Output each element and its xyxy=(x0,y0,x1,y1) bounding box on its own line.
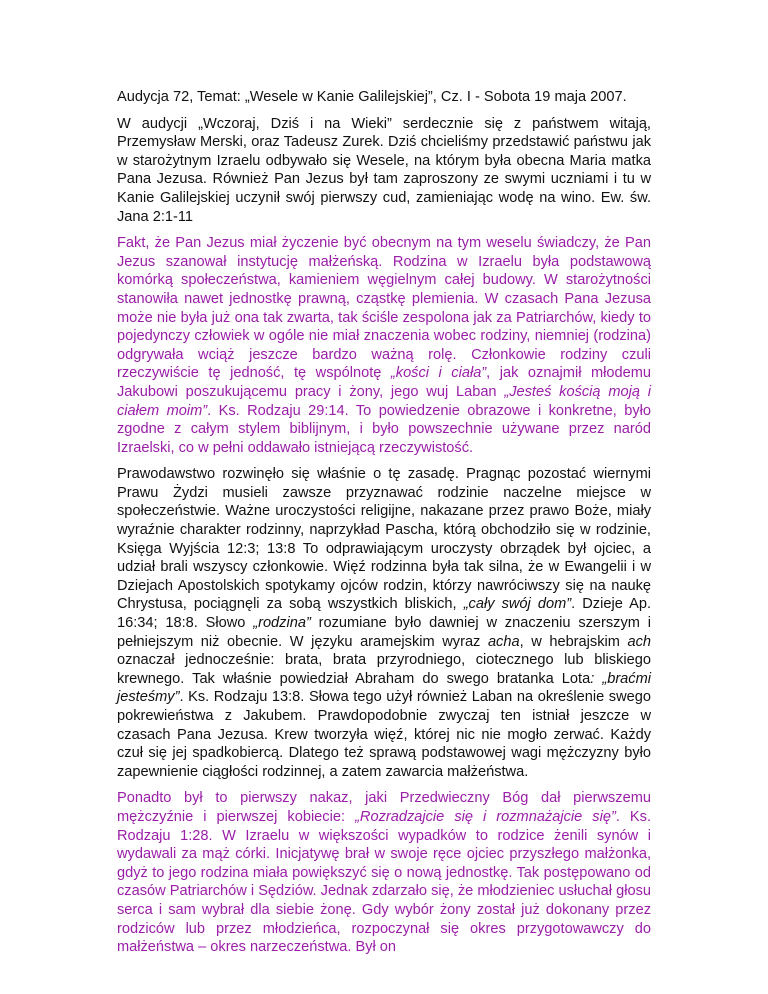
italic-quote: „Rozradzajcie się i rozmnażajcie się” xyxy=(355,808,616,825)
italic-quote: „rodzina” xyxy=(253,615,311,632)
text-run: , jak oznajmił młodemu Jakubowi poszukującemu pracy i żony, jego wuj Laban xyxy=(117,365,651,400)
law-paragraph xyxy=(117,465,651,781)
italic-word: ach xyxy=(627,633,651,650)
intro-paragraph: W audycji „Wczoraj, Dziś i na Wieki” serdecznie się z państwem witają, Przemysław Merski, oraz Tadeusz Zurek. Dziś chcieliśmy przedstawić państwu jak w starożytnym Izraelu odbywało się Wesele, na którym była obecna Maria matka Pana Jezusa. Również Pan Jezus był tam zaproszony ze swymi uczniami i tu w Kanie Galilejskiej uczynił swój pierwszy cud, zamieniając wodę na wino. Ew. św. Jana 2:1-11 xyxy=(117,115,651,225)
text-run: . Ks. Rodzaju 1:28. W Izraelu w większości wypadków to rodzice żenili synów i wydawali za mąż córki. Inicjatywę brał w swoje ręce ojciec przyszłego małżonka, gdyż to jego rodzina miała powiększyć się o nową jednostkę. Tak postępowano od czasów Patriarchów i Sędziów. Jednak zdarzało się, że młodzieniec usłuchał głosu serca i sam wybrał dla siebie żonę. Gdy wybór żony został już dokonany przez rodziców lub przez młodzieńca, rozpoczynał się okres przygotowawczy do małżeństwa – okres narzeczeństwa. Był on xyxy=(117,808,652,956)
document-page xyxy=(117,88,651,965)
text-run: Fakt, że Pan Jezus miał życzenie być obecnym na tym weselu świadczy, że Pan Jezus szanował instytucję małżeńską. Rodzina w Izraelu była podstawową komórką społeczeństwa, kamieniem węgielnym całej budowy. W starożytności stanowiła nawet jednostkę prawną, cząstkę plemienia. W czasach Pana Jezusa może nie była już ona tak zwarta, tak ściśle zespolona jak za Patriarchów, kiedy to pojedynczy człowiek w ogóle nie miał znaczenia wobec rodziny, niemniej (rodzina) odgrywała wciąż jeszcze bardzo ważną rolę. Członkowie rodziny czuli rzeczywiście tę jedność, tę wspólnotę xyxy=(117,235,651,382)
italic-quote: : „braćmi jesteśmy” xyxy=(117,670,651,706)
text-run: rozumiane było dawniej w znaczeniu szerszym i pełniejszym niż obecnie. W języku aramejskim wyraz xyxy=(117,615,651,650)
italic-quote: „kości i ciała” xyxy=(390,365,487,382)
family-paragraph xyxy=(117,234,651,457)
text-run: . Ks. Rodzaju 29:14. To powiedzenie obrazowe i konkretne, było zgodne z całym stylem biblijnym, i było powszechnie używane przez naród Izraelski, co w pełni oddawało istniejącą rzeczywistość. xyxy=(117,402,651,456)
italic-quote: „Jesteś kością moją i ciałem moim” xyxy=(117,383,651,419)
italic-quote: „cały swój dom” xyxy=(463,596,572,613)
text-run: . Ks. Rodzaju 13:8. Słowa tego użył również Laban na określenie swego pokrewieństwa z Jakubem. Prawdopodobnie zwyczaj ten istniał jeszcze w czasach Pana Jezusa. Krew tworzyła więź, której nic nie mogło zerwać. Każdy czuł się jej spadkobiercą. Dlatego też sprawą podstawowej wagi mężczyzny było zapewnienie ciągłości rodzinnej, a zatem zawarcia małżeństwa. xyxy=(117,689,651,780)
text-run: Ponadto był to pierwszy nakaz, jaki Przedwieczny Bóg dał pierwszemu mężczyźnie i pierwszej kobiecie: xyxy=(117,790,651,825)
italic-word: acha xyxy=(487,633,520,650)
text-run: . Dzieje Ap. 16:34; 18:8. Słowo xyxy=(117,596,652,632)
text-run: , w hebrajskim xyxy=(519,633,628,650)
text-run: oznaczał jednocześnie: brata, brata przyrodniego, ciotecznego lub bliskiego krewnego. Tak właśnie powiedział Abraham do swego bratanka Lota xyxy=(117,652,651,687)
text-run: Prawodawstwo rozwinęło się właśnie o tę zasadę. Pragnąc pozostać wiernymi Prawu Żydzi musieli zawsze przyznawać rodzinie naczelne miejsce w społeczeństwie. Ważne uroczystości religijne, nakazane przez prawo Boże, miały wyraźnie charakter rodzinny, naprzykład Pascha, którą obchodziło się w rodzinie, Księga Wyjścia 12:3; 13:8 To odprawiającym uroczysty obrządek był ojciec, a udział brali wszyscy członkowie. Więź rodzinna była tak silna, że w Ewangelii i w Dziejach Apostolskich spotykamy ojców rodzin, którzy nawróciwszy się na naukę Chrystusa, pociągnęli za sobą wszystkich bliskich, xyxy=(117,466,651,613)
document-header: Audycja 72, Temat: „Wesele w Kanie Galilejskiej”, Cz. I - Sobota 19 maja 2007. xyxy=(117,89,627,105)
command-paragraph xyxy=(117,789,651,956)
